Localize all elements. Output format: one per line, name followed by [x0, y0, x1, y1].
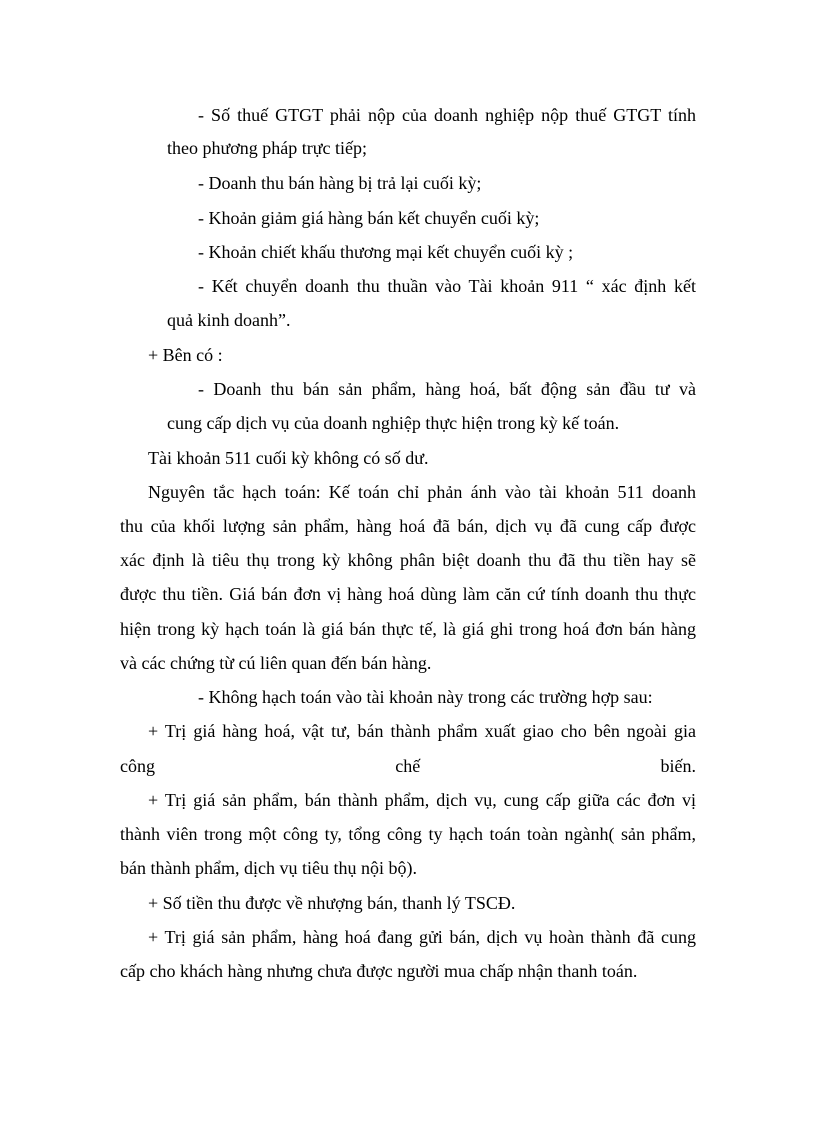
text-line: hiện trong kỳ hạch toán là giá bán thực tế, là giá ghi trong hoá đơn bán hàng — [120, 619, 696, 639]
text-line: xác định là tiêu thụ trong kỳ không phân biệt doanh thu đã thu tiền hay sẽ — [120, 550, 696, 570]
text-line: + Trị giá sản phẩm, hàng hoá đang gửi bán, dịch vụ hoàn thành đã cung — [148, 927, 696, 947]
text-line: - Doanh thu bán sản phẩm, hàng hoá, bất động sản đầu tư và — [198, 379, 696, 399]
text-line: Nguyên tắc hạch toán: Kế toán chỉ phản ánh vào tài khoản 511 doanh — [148, 482, 696, 502]
text-line: theo phương pháp trực tiếp; — [167, 138, 367, 158]
text-line: và các chứng từ cú liên quan đến bán hàng. — [120, 653, 432, 673]
text-line: - Khoản giảm giá hàng bán kết chuyển cuối kỳ; — [198, 208, 540, 228]
text-line: Tài khoản 511 cuối kỳ không có số dư. — [148, 448, 429, 468]
text-line: + Số tiền thu được về nhượng bán, thanh lý TSCĐ. — [148, 893, 516, 913]
text-line: bán thành phẩm, dịch vụ tiêu thụ nội bộ). — [120, 858, 417, 878]
text-line: + Trị giá sản phẩm, bán thành phẩm, dịch vụ, cung cấp giữa các đơn vị — [148, 790, 696, 810]
text-line: được thu tiền. Giá bán đơn vị hàng hoá dùng làm căn cứ tính doanh thu thực — [120, 584, 696, 604]
text-line: - Khoản chiết khấu thương mại kết chuyển cuối kỳ ; — [198, 242, 574, 262]
text-line: - Số thuế GTGT phải nộp của doanh nghiệp nộp thuế GTGT tính — [198, 105, 696, 125]
text-line: thành viên trong một công ty, tổng công ty hạch toán toàn ngành( sản phẩm, — [120, 824, 696, 844]
text-line: quả kinh doanh”. — [167, 310, 291, 330]
text-line: cấp cho khách hàng nhưng chưa được người mua chấp nhận thanh toán. — [120, 961, 638, 981]
text-line: cung cấp dịch vụ của doanh nghiệp thực hiện trong kỳ kế toán. — [167, 413, 620, 433]
text-line: + Trị giá hàng hoá, vật tư, bán thành phẩm xuất giao cho bên ngoài gia — [148, 721, 696, 741]
text-line: thu của khối lượng sản phẩm, hàng hoá đã bán, dịch vụ đã cung cấp được — [120, 516, 696, 536]
text-line: - Kết chuyển doanh thu thuần vào Tài khoản 911 “ xác định kết — [198, 276, 696, 296]
text-line: - Không hạch toán vào tài khoản này trong các trường hợp sau: — [198, 687, 653, 707]
text-line: công chế biến. — [120, 756, 696, 776]
text-line: + Bên có : — [148, 345, 223, 365]
text-line: - Doanh thu bán hàng bị trả lại cuối kỳ; — [198, 173, 482, 193]
